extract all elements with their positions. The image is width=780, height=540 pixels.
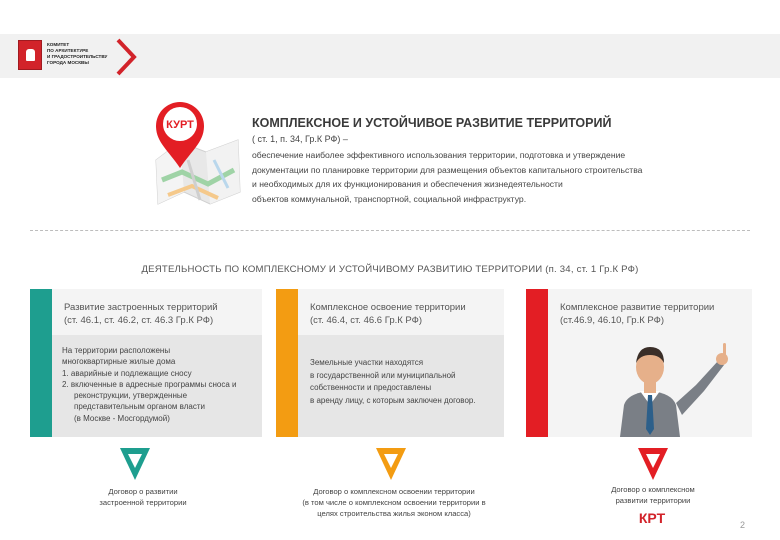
card-accent-bar xyxy=(526,289,548,437)
page-title: КОМПЛЕКСНОЕ И УСТОЙЧИВОЕ РАЗВИТИЕ ТЕРРИТОРИЙ xyxy=(252,116,612,130)
card-body-line: 2. включенные в адресные программы сноса и xyxy=(62,379,237,389)
teal-down-triangle-icon xyxy=(118,446,152,482)
card-body-line: 1. аварийные и подлежащие сносу xyxy=(62,368,192,378)
card-body-line: собственности и предоставлены xyxy=(310,383,432,392)
moscow-coat-of-arms-logo xyxy=(18,40,42,70)
card-body-line: На территории расположены xyxy=(62,346,171,355)
card-reference: (ст. 46.1, ст. 46.2, ст. 46.3 Гр.К РФ) xyxy=(64,315,214,326)
caption-line: целях строительства жилья эконом класса) xyxy=(317,509,471,518)
definition-text xyxy=(252,148,722,206)
caption-line: Договор о развитии xyxy=(108,487,178,496)
activity-heading: ДЕЯТЕЛЬНОСТЬ ПО КОМПЛЕКСНОМУ И УСТОЙЧИВОМУ РАЗВИТИЮ ТЕРРИТОРИИ (п. 34, ст. 1 Гр.К РФ) xyxy=(141,264,639,275)
definition-line: и необходимых для их функционирования и обеспечения жизнедеятельности xyxy=(252,179,563,190)
card-header xyxy=(52,289,262,335)
businessman-illustration xyxy=(548,335,752,437)
card-body xyxy=(548,335,752,437)
card-body-line: представительным органом власти xyxy=(74,402,205,412)
card-body xyxy=(52,335,262,437)
chevron-right-icon xyxy=(112,36,142,78)
card-body xyxy=(298,335,504,437)
card-body-line: в аренду лицу, с которым заключен договор. xyxy=(310,395,476,405)
card-body-line: в государственной или муниципальной xyxy=(310,370,456,380)
card-header xyxy=(548,289,752,335)
card-body-line: (в Москве - Мосгордумой) xyxy=(74,413,170,423)
contract-built-up-caption xyxy=(70,486,216,508)
card-reference: (ст.46.9, 46.10, Гр.К РФ) xyxy=(560,315,664,326)
orange-down-triangle-icon xyxy=(374,446,408,482)
section-divider xyxy=(30,230,750,231)
caption-line: Договор о комплексном освоении территории xyxy=(313,487,475,496)
definition-line: объектов коммунальной, транспортной, социальной инфраструктур. xyxy=(252,193,527,204)
card-title: Комплексное освоение территории xyxy=(310,302,466,313)
pin-label: КУРТ xyxy=(166,119,194,131)
card-body-line: многоквартирные жилые дома xyxy=(62,357,176,367)
card-title: Комплексное развитие территории xyxy=(560,302,715,313)
card-body-line: реконструкции, утвержденные xyxy=(74,391,188,401)
caption-line: Договор о комплексном xyxy=(611,485,695,494)
krt-label: КРТ xyxy=(638,510,666,526)
card-body-line: Земельные участки находятся xyxy=(310,358,424,367)
card-built-up-territories xyxy=(30,289,262,437)
card-reference: (ст. 46.4, ст. 46.6 Гр.К РФ) xyxy=(310,315,423,326)
caption-line: (в том числе о комплексном освоении территории в xyxy=(302,498,486,507)
card-accent-bar xyxy=(30,289,52,437)
definition-line: обеспечение наиболее эффективного использования территории, подготовка и утверждение xyxy=(252,150,626,160)
card-integrated-development xyxy=(526,289,752,437)
card-title: Развитие застроенных территорий xyxy=(64,302,218,313)
contract-krt-caption xyxy=(590,484,716,506)
contract-complex-caption xyxy=(276,486,512,519)
card-complex-development xyxy=(276,289,504,437)
card-header xyxy=(298,289,504,335)
page-number: 2 xyxy=(740,520,746,530)
definition-line: документации по планировке территории для размещения объектов капитального строительства xyxy=(252,164,643,175)
caption-line: застроенной территории xyxy=(99,498,187,507)
caption-line: развитии территории xyxy=(615,496,691,505)
red-down-triangle-icon xyxy=(636,446,670,482)
org-name: КОМИТЕТ ПО АРХИТЕКТУРЕ И ГРАДОСТРОИТЕЛЬСТВУ ГОРОДА МОСКВЫ xyxy=(47,42,108,65)
card-accent-bar xyxy=(276,289,298,437)
map-pin-illustration xyxy=(148,100,248,212)
legal-reference: ( ст. 1, п. 34, Гр.К РФ) – xyxy=(252,134,348,144)
